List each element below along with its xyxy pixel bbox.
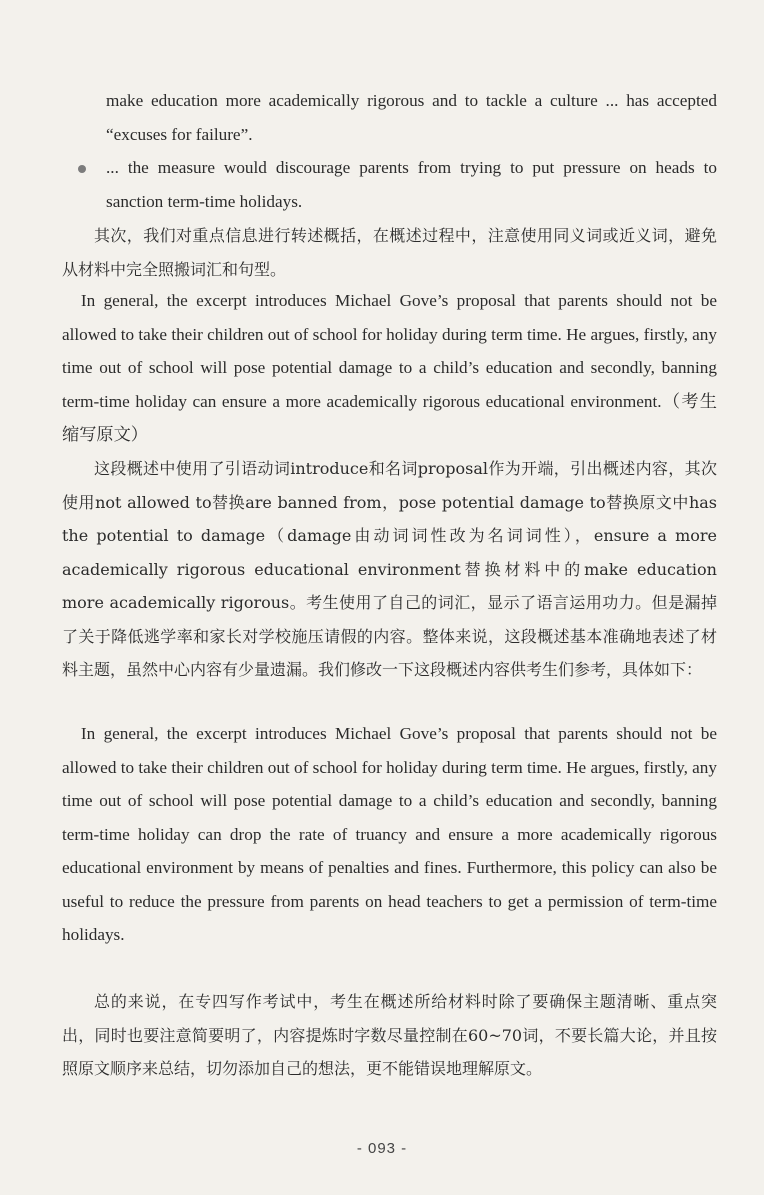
paragraph-cn-3: 总的来说，在专四写作考试中，考生在概述所给材料时除了要确保主题清晰、重点突出，同时也要注意简要明了，内容提炼时字数尽量控制在60~70词，不要长篇大论，并且按照原文顺序来总结，切勿添加自己的想法，更不能错误地理解原文。: [62, 992, 717, 1078]
page-number: - 093 -: [356, 1140, 408, 1157]
bullet-item: [62, 151, 717, 218]
paragraph-cn-2: 这段概述中使用了引语动词introduce和名词proposal作为开端，引出概述内容，其次使用not allowed to替换are banned from，pose potential damage to替换原文中has the potential to damage（damage由动词词性改为名词词性），ensure a more academically rigorous educational environment替换材料中的make education more academically rigorous。考生使用了自己的词汇，显示了语言运用功力。但是漏掉了关于降低逃学率和家长对学校施压请假的内容。整体来说，这段概述基本准确地表述了材料主题，虽然中心内容有少量遗漏。我们修改一下这段概述内容供考生们参考，具体如下：: [62, 459, 717, 679]
paragraph-en-1: In general, the excerpt introduces Michael Gove’s proposal that parents should not be allowed to take their children out of school for holiday during term time. He argues, firstly, any time out of school will pose potential damage to a child’s education and secondly, banning term-time holiday can ensure a more academically rigorous educational environment.（考生缩写原文）: [62, 291, 717, 444]
paragraph-en-2: In general, the excerpt introduces Michael Gove’s proposal that parents should not be allowed to take their children out of school for holiday during term time. He argues, firstly, any time out of school will pose potential damage to a child’s education and secondly, banning term-time holiday can drop the rate of truancy and ensure a more academically rigorous educational environment by means of penalties and fines. Furthermore, this policy can also be useful to reduce the pressure from parents on head teachers to get a permission of term-time holidays.: [62, 724, 717, 944]
paragraph-cn-1: 其次，我们对重点信息进行转述概括，在概述过程中，注意使用同义词或近义词，避免从材料中完全照搬词汇和句型。: [62, 226, 717, 279]
quote-continuation: [62, 84, 717, 151]
bullet-item-text: ... the measure would discourage parents from trying to put pressure on heads to sanction term-time holidays.: [106, 158, 717, 211]
quote-continuation-text: make education more academically rigorous and to tackle a culture ... has accepted “excuses for failure”.: [106, 91, 717, 144]
